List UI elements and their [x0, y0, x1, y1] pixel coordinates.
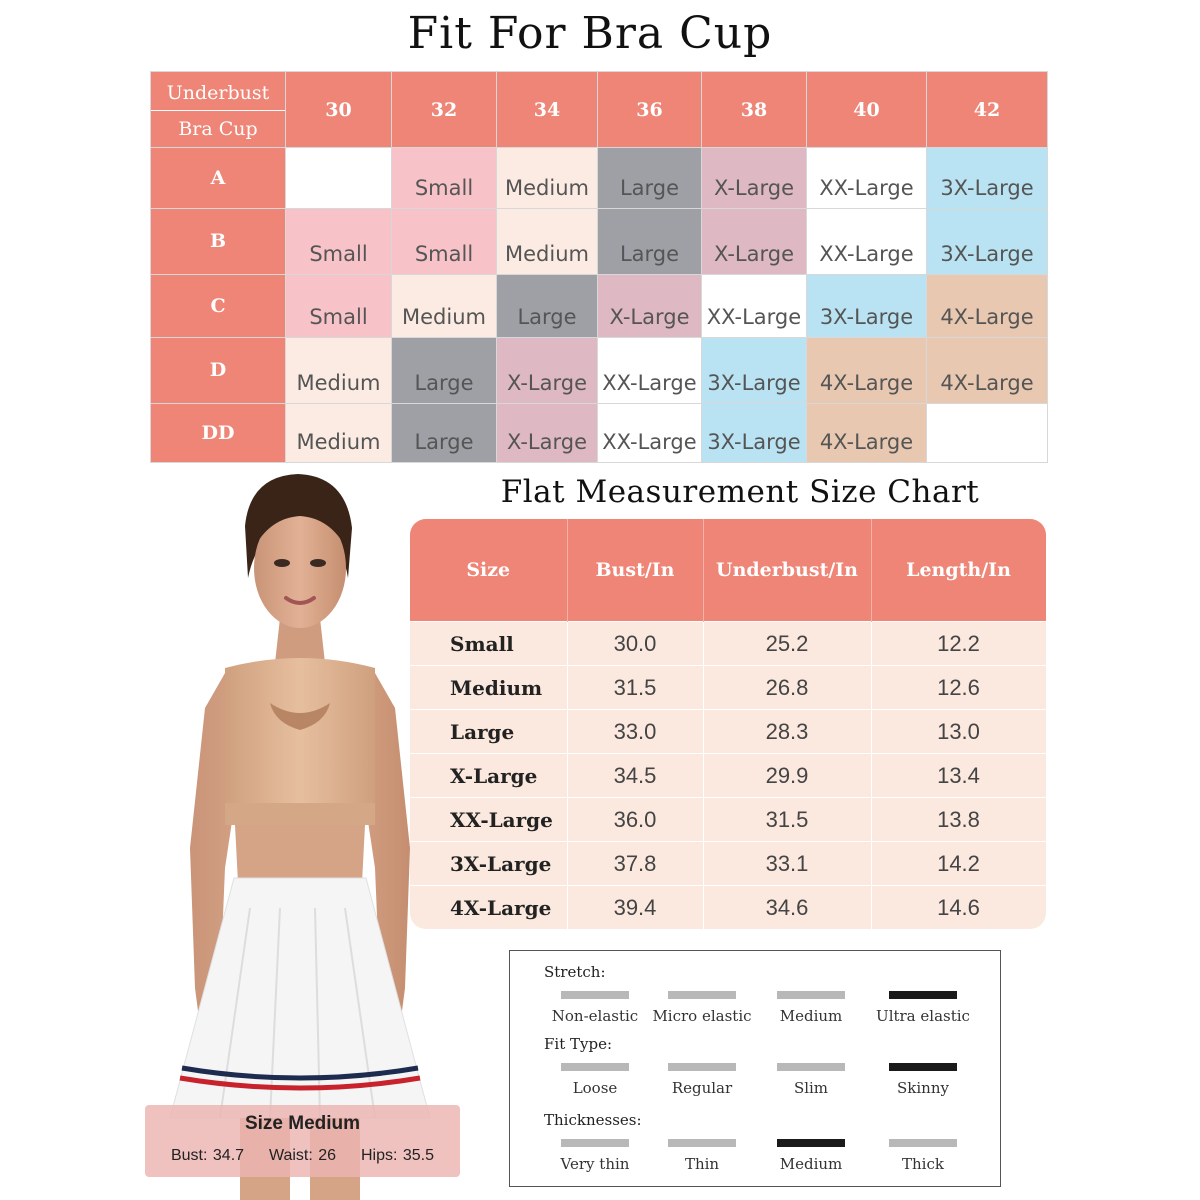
size-cell: 4X-Large [927, 275, 1048, 338]
flat-size-cell: Large [410, 710, 567, 754]
size-cell: 3X-Large [807, 275, 927, 338]
stretch-indicator-bar [889, 991, 957, 999]
size-cell: 4X-Large [807, 338, 927, 403]
thickness-indicator-bar [561, 1139, 629, 1147]
flat-header-bust: Bust/In [567, 519, 703, 622]
flat-size-cell: Medium [410, 666, 567, 710]
stretch-label: Stretch: [544, 963, 606, 981]
flat-table-row [410, 666, 1046, 710]
model-measurements [145, 1147, 460, 1165]
table-corner-header [151, 72, 286, 148]
fit-option-label: Regular [671, 1079, 733, 1097]
stretch-option-label: Non-elastic [551, 1007, 639, 1025]
flat-header-size: Size [410, 519, 567, 622]
thickness-option-label: Medium [779, 1155, 843, 1173]
flat-size-cell: X-Large [410, 754, 567, 798]
flat-value-cell: 31.5 [703, 798, 871, 842]
stretch-option-label: Medium [779, 1007, 843, 1025]
underbust-size-header: 42 [927, 72, 1048, 148]
underbust-size-header: 36 [598, 72, 702, 148]
flat-size-cell: 4X-Large [410, 886, 567, 929]
bra-cup-size-table [150, 71, 1048, 463]
size-cell: Medium [497, 208, 598, 274]
size-cell: Large [598, 148, 702, 208]
size-cell: 4X-Large [807, 403, 927, 462]
bra-cup-header: Bra Cup [178, 117, 258, 140]
size-cell: XX-Large [807, 208, 927, 274]
fabric-properties-box [509, 950, 1001, 1187]
flat-value-cell: 26.8 [703, 666, 871, 710]
size-cell: X-Large [702, 148, 807, 208]
flat-table-row [410, 842, 1046, 886]
size-cell: 3X-Large [927, 148, 1048, 208]
size-cell: Small [286, 275, 392, 338]
stretch-option [858, 991, 988, 1025]
size-cell: Large [598, 208, 702, 274]
flat-value-cell: 34.6 [703, 886, 871, 929]
flat-measurement-table [410, 519, 1046, 929]
hips-label: Hips: [360, 1147, 398, 1164]
flat-value-cell: 28.3 [703, 710, 871, 754]
flat-value-cell: 33.0 [567, 710, 703, 754]
underbust-size-header: 30 [286, 72, 392, 148]
thickness-label: Thicknesses: [544, 1111, 642, 1129]
hips-value: 35.5 [402, 1147, 435, 1164]
flat-value-cell: 34.5 [567, 754, 703, 798]
size-cell: Medium [497, 148, 598, 208]
size-cell: XX-Large [598, 403, 702, 462]
flat-chart-title: Flat Measurement Size Chart [500, 474, 980, 510]
bra-table-row [151, 338, 1048, 403]
flat-value-cell: 39.4 [567, 886, 703, 929]
flat-value-cell: 14.2 [871, 842, 1046, 886]
size-cell: 3X-Large [702, 403, 807, 462]
flat-value-cell: 12.2 [871, 622, 1046, 666]
fit-option-label: Loose [572, 1079, 618, 1097]
size-cell: XX-Large [807, 148, 927, 208]
fit-type-label: Fit Type: [544, 1035, 613, 1053]
cup-size-label: D [151, 338, 286, 403]
thickness-option-label: Very thin [560, 1155, 630, 1173]
underbust-size-header: 40 [807, 72, 927, 148]
size-cell: X-Large [702, 208, 807, 274]
thickness-option-label: Thin [684, 1155, 720, 1173]
thickness-indicator-bar [668, 1139, 736, 1147]
page-title: Fit For Bra Cup [407, 8, 773, 59]
flat-table-row [410, 754, 1046, 798]
thickness-option-label: Thick [902, 1155, 944, 1173]
underbust-size-header: 34 [497, 72, 598, 148]
thickness-indicator-bar [777, 1139, 845, 1147]
size-cell: 3X-Large [927, 208, 1048, 274]
flat-value-cell: 25.2 [703, 622, 871, 666]
flat-table-row [410, 798, 1046, 842]
flat-table-row [410, 622, 1046, 666]
size-cell: Large [497, 275, 598, 338]
stretch-option [746, 991, 876, 1025]
flat-size-cell: Small [410, 622, 567, 666]
flat-header-underbust: Underbust/In [703, 519, 871, 622]
model-size-title: Size Medium [244, 1113, 361, 1134]
size-cell: Medium [286, 403, 392, 462]
fit-indicator-bar [668, 1063, 736, 1071]
fit-indicator-bar [561, 1063, 629, 1071]
flat-measurement-table-wrap [410, 519, 1046, 929]
flat-value-cell: 30.0 [567, 622, 703, 666]
flat-value-cell: 13.0 [871, 710, 1046, 754]
flat-value-cell: 14.6 [871, 886, 1046, 929]
size-cell: Medium [286, 338, 392, 403]
size-cell [286, 148, 392, 208]
fit-indicator-bar [777, 1063, 845, 1071]
bra-table-row [151, 148, 1048, 208]
flat-value-cell: 33.1 [703, 842, 871, 886]
bust-label: Bust: [170, 1147, 208, 1164]
underbust-header: Underbust [151, 73, 285, 111]
waist-value: 26 [318, 1147, 337, 1164]
fit-option-label: Skinny [897, 1079, 949, 1097]
size-cell: Small [392, 148, 497, 208]
flat-size-cell: XX-Large [410, 798, 567, 842]
flat-value-cell: 29.9 [703, 754, 871, 798]
cup-size-label: C [151, 275, 286, 338]
cup-size-label: B [151, 208, 286, 274]
waist-label: Waist: [268, 1147, 313, 1164]
fit-option [746, 1063, 876, 1097]
flat-header-length: Length/In [871, 519, 1046, 622]
size-cell: X-Large [598, 275, 702, 338]
model-size-box [145, 1105, 460, 1177]
flat-value-cell: 13.8 [871, 798, 1046, 842]
size-cell: X-Large [497, 403, 598, 462]
thickness-indicator-bar [889, 1139, 957, 1147]
size-cell: XX-Large [702, 275, 807, 338]
stretch-option-label: Ultra elastic [876, 1007, 970, 1025]
thickness-option [746, 1139, 876, 1173]
flat-value-cell: 12.6 [871, 666, 1046, 710]
fit-option [858, 1063, 988, 1097]
size-cell [927, 403, 1048, 462]
bra-table-row [151, 403, 1048, 462]
flat-value-cell: 13.4 [871, 754, 1046, 798]
cup-size-label: A [151, 148, 286, 208]
size-cell: Small [392, 208, 497, 274]
flat-value-cell: 36.0 [567, 798, 703, 842]
underbust-size-header: 32 [392, 72, 497, 148]
bra-table-row [151, 208, 1048, 274]
flat-value-cell: 37.8 [567, 842, 703, 886]
fit-option-label: Slim [793, 1079, 829, 1097]
cup-size-label: DD [151, 403, 286, 462]
size-cell: 4X-Large [927, 338, 1048, 403]
size-cell: 3X-Large [702, 338, 807, 403]
flat-value-cell: 31.5 [567, 666, 703, 710]
underbust-size-header: 38 [702, 72, 807, 148]
stretch-indicator-bar [561, 991, 629, 999]
flat-table-row [410, 886, 1046, 929]
size-cell: Large [392, 403, 497, 462]
stretch-option-label: Micro elastic [652, 1007, 752, 1025]
stretch-indicator-bar [777, 991, 845, 999]
size-cell: Large [392, 338, 497, 403]
flat-size-cell: 3X-Large [410, 842, 567, 886]
size-cell: XX-Large [598, 338, 702, 403]
size-cell: X-Large [497, 338, 598, 403]
fit-indicator-bar [889, 1063, 957, 1071]
bra-table-row [151, 275, 1048, 338]
stretch-indicator-bar [668, 991, 736, 999]
bust-value: 34.7 [212, 1147, 245, 1164]
size-cell: Medium [392, 275, 497, 338]
flat-table-row [410, 710, 1046, 754]
thickness-option [858, 1139, 988, 1173]
size-cell: Small [286, 208, 392, 274]
